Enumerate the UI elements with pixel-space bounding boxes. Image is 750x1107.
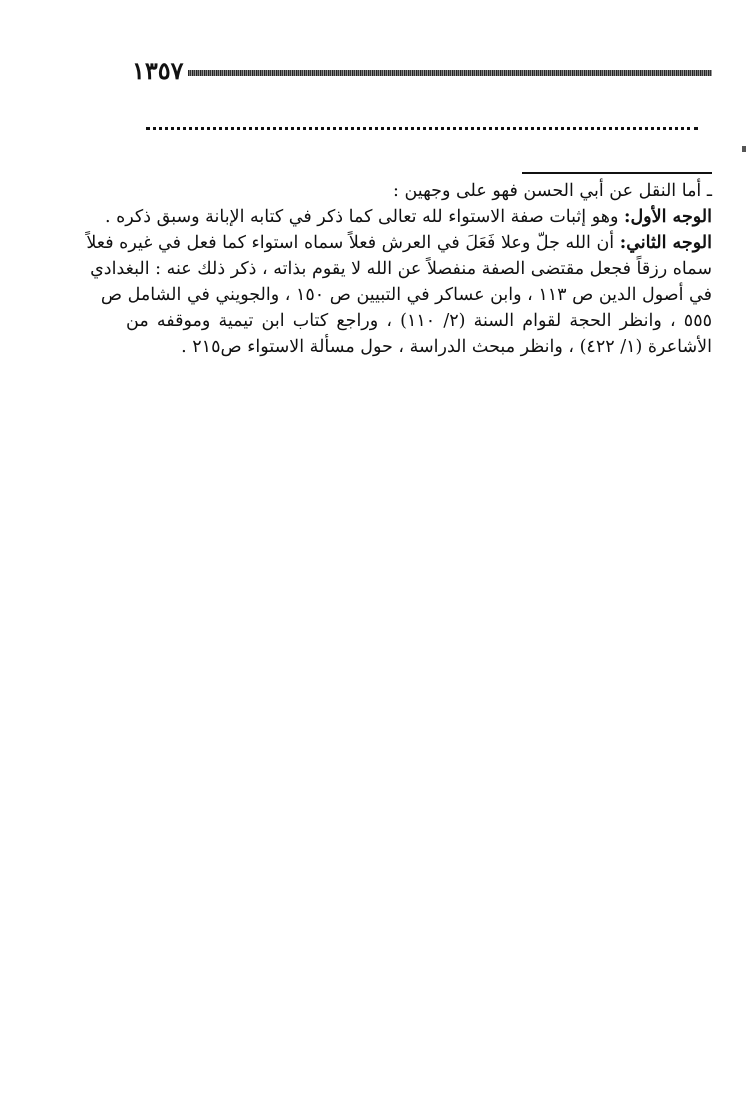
page-number: ١٣٥٧ [132,56,184,85]
footnote-line-4: سماه رزقاً فجعل مقتضى الصفة منفصلاً عن الله لا يقوم بذاته ، ذكر ذلك عنه : البغدادي [90,259,712,279]
footnote-line-1: ـ أما النقل عن أبي الحسن فهو على وجهين : [393,181,712,201]
footnote-separator [522,172,712,174]
footnote-line-2 [104,204,712,230]
header-rule [188,70,712,76]
footnote-line-3 [86,230,712,256]
footnote-line-6: ٥٥٥ ، وانظر الحجة لقوام السنة (٢/ ١١٠) ، وراجع كتاب ابن تيمية وموقفه من [126,311,712,331]
second-aspect-label: الوجه الثاني: [619,233,712,253]
first-aspect-text: وهو إثبات صفة الاستواء لله تعالى كما ذكر في كتابه الإبانة وسبق ذكره . [104,207,624,227]
footnote-line-5: في أصول الدين ص ١١٣ ، وابن عساكر في التبيين ص ١٥٠ ، والجويني في الشامل ص [100,285,712,305]
scan-mark [742,146,746,152]
second-aspect-text: أن الله جلّ وعلا فَعَلَ في العرش فعلاً سماه استواء كما فعل في غيره فعلاً [86,233,620,253]
first-aspect-label: الوجه الأول: [624,207,712,227]
footnote-line-7: الأشاعرة (١/ ٤٢٢) ، وانظر مبحث الدراسة ، حول مسألة الاستواء ص٢١٥ . [181,337,712,357]
omission-dotted-line [146,127,698,130]
footnote-block [86,178,712,360]
